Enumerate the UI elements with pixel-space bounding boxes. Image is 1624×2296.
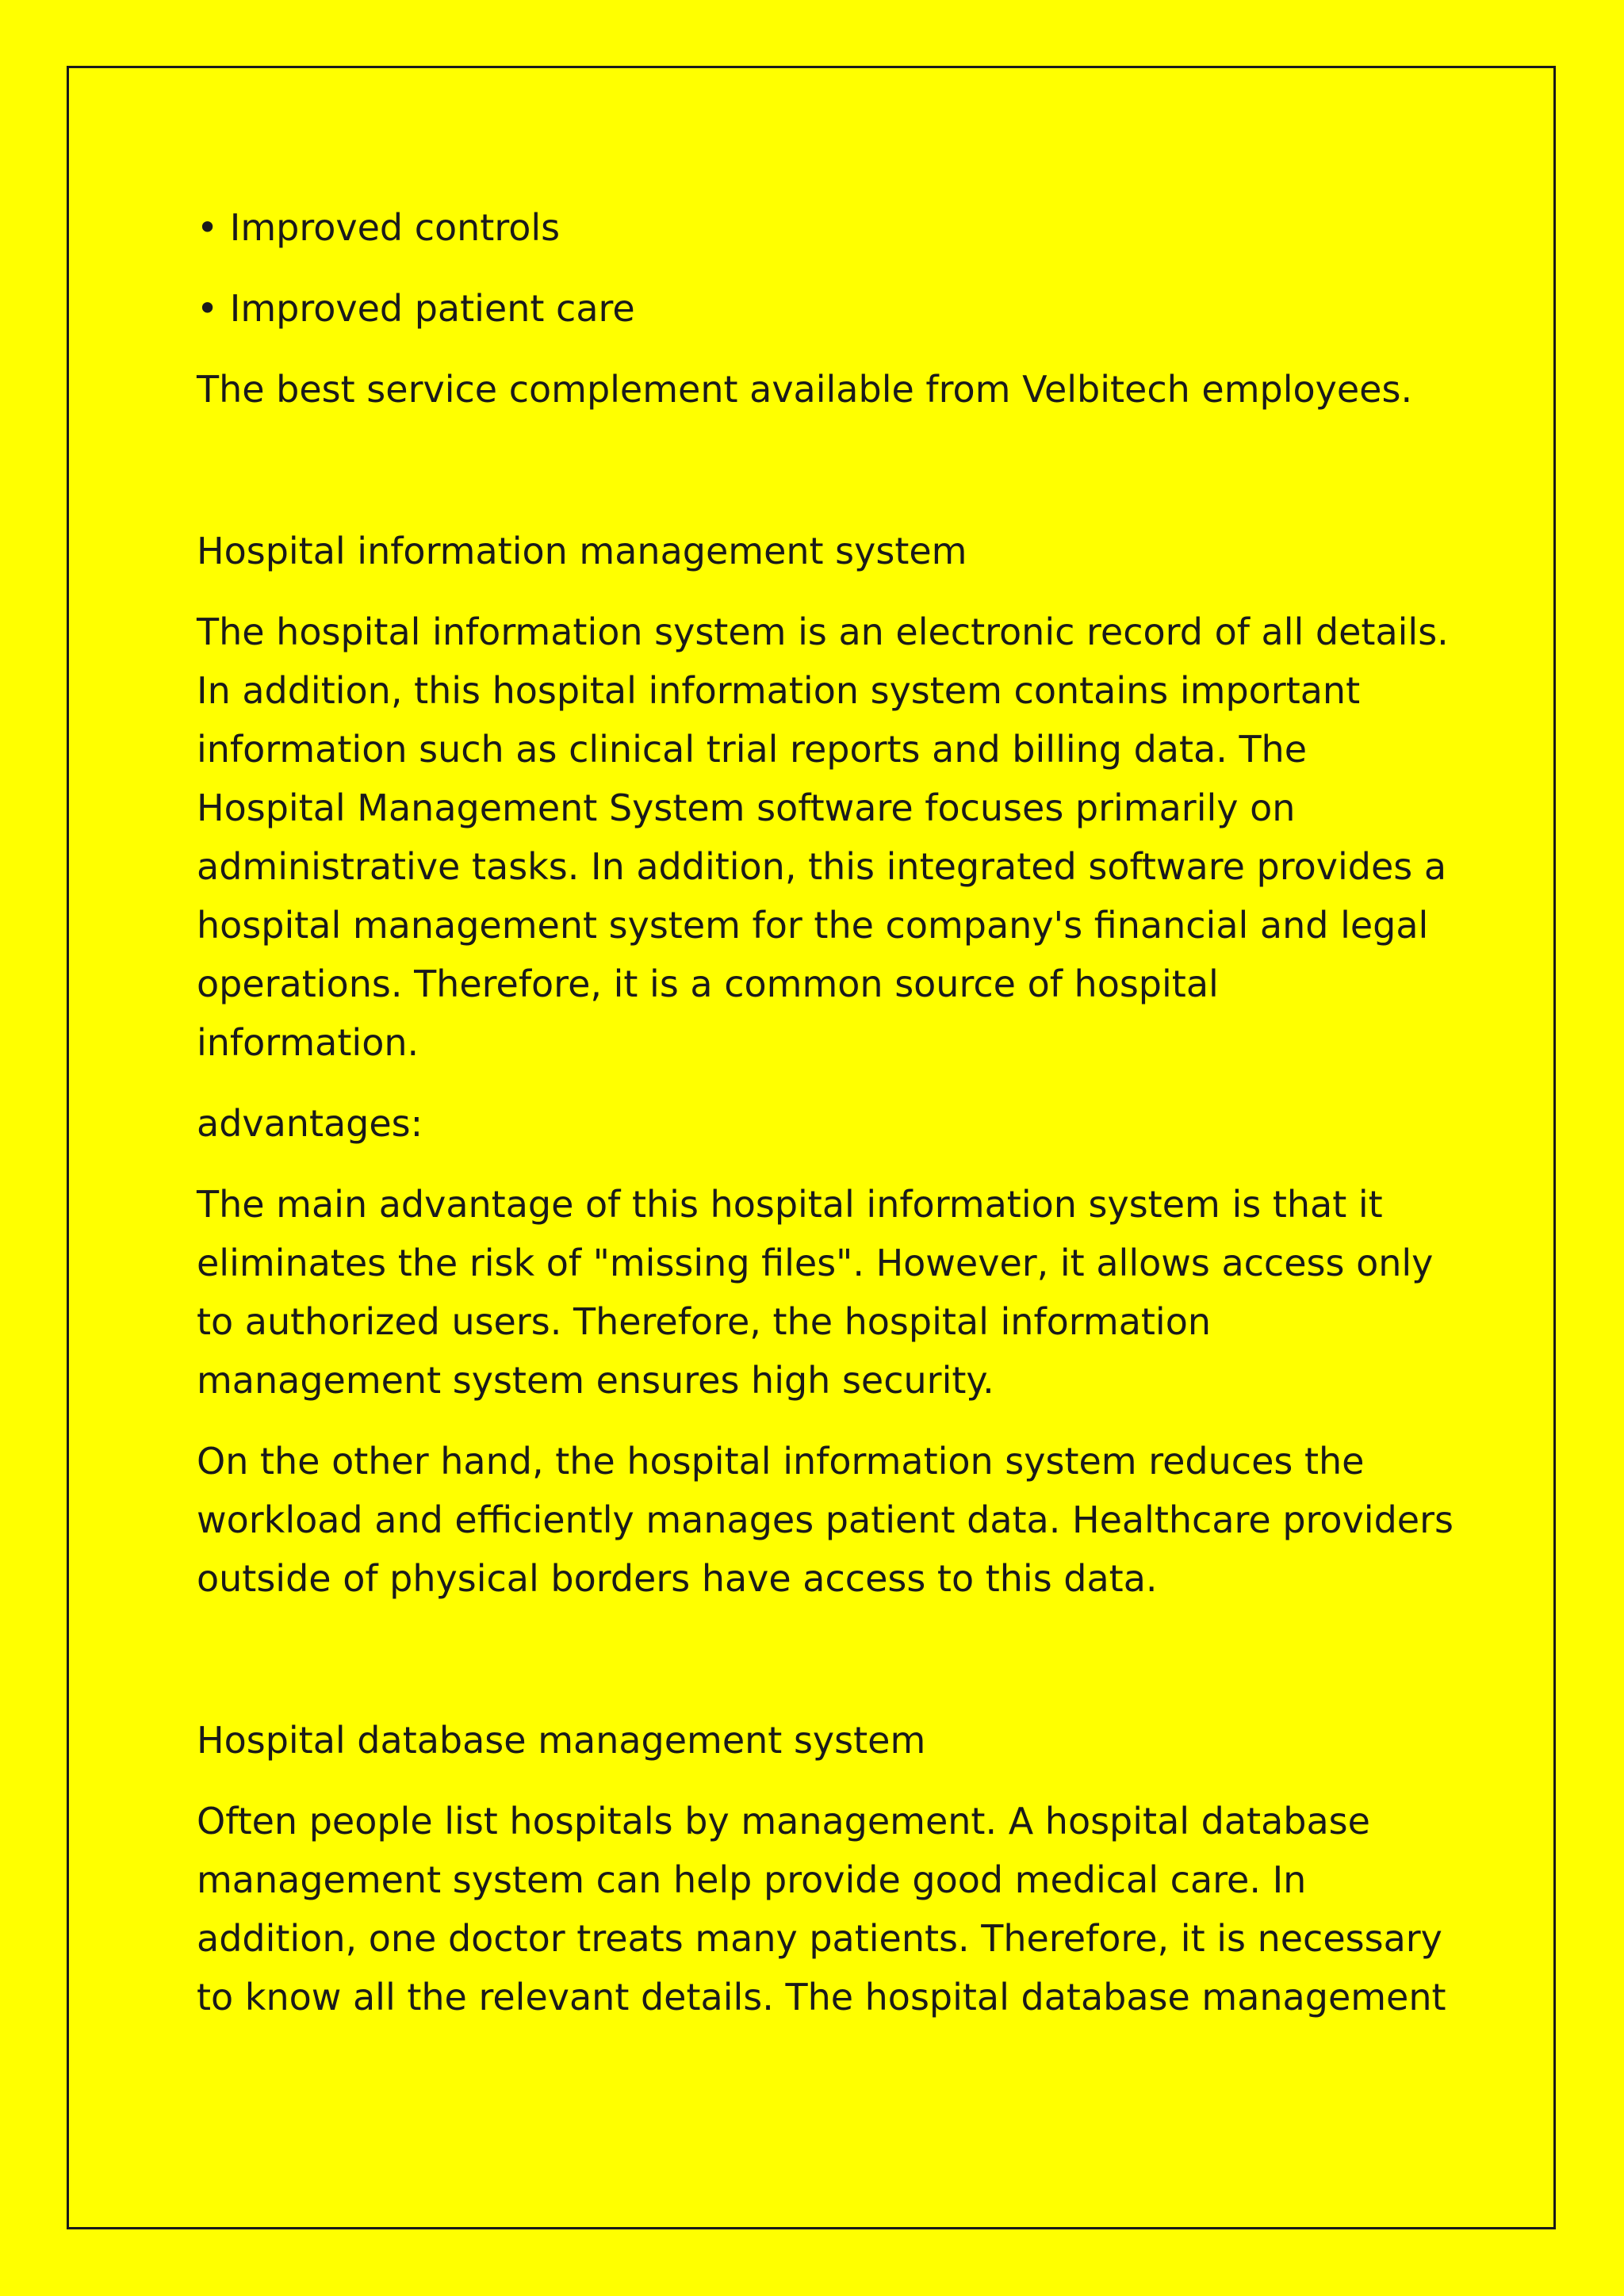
paragraph [197, 1432, 1454, 1608]
text-line: operations. Therefore, it is a common source of hospital [197, 962, 1219, 1005]
paragraph [197, 1792, 1450, 2026]
text-line: On the other hand, the hospital information system reduces the [197, 1440, 1365, 1483]
text-line: outside of physical borders have access to this data. [197, 1557, 1158, 1600]
text-line: to know all the relevant details. The hospital database management [197, 1976, 1446, 2019]
text-line: administrative tasks. In addition, this integrated software provides a [197, 845, 1447, 888]
section-spacer [197, 1630, 1450, 1711]
text-line: workload and efficiently manages patient data. Healthcare providers [197, 1498, 1454, 1541]
section-spacer [197, 441, 1450, 522]
text-line: information. [197, 1021, 419, 1064]
bullet-item: • Improved controls [197, 206, 561, 249]
text-line: Often people list hospitals by management. A hospital database [197, 1800, 1370, 1843]
section-heading: Hospital database management system [197, 1719, 926, 1762]
text-line: eliminates the risk of "missing files". However, it allows access only [197, 1242, 1434, 1284]
text-line: hospital management system for the company's financial and legal [197, 904, 1429, 947]
text-line: addition, one doctor treats many patients. Therefore, it is necessary [197, 1917, 1442, 1960]
text-line: management system can help provide good medical care. In [197, 1858, 1307, 1901]
section-heading: Hospital information management system [197, 530, 967, 572]
advantages-label: advantages: [197, 1102, 423, 1145]
document-body [197, 198, 1454, 2049]
text-line: Hospital Management System software focuses primarily on [197, 786, 1296, 829]
paragraph [197, 603, 1450, 1072]
text-line: information such as clinical trial reports and billing data. The [197, 728, 1308, 771]
bullet-item: • Improved patient care [197, 287, 635, 330]
text-line: management system ensures high security. [197, 1359, 994, 1402]
text-line: The hospital information system is an electronic record of all details. [197, 610, 1449, 653]
paragraph [197, 1175, 1450, 1410]
text-line: to authorized users. Therefore, the hospital information [197, 1300, 1211, 1343]
intro-line: The best service complement available from Velbitech employees. [197, 368, 1413, 411]
text-line: In addition, this hospital information system contains important [197, 669, 1361, 712]
text-line: The main advantage of this hospital information system is that it [197, 1183, 1383, 1226]
